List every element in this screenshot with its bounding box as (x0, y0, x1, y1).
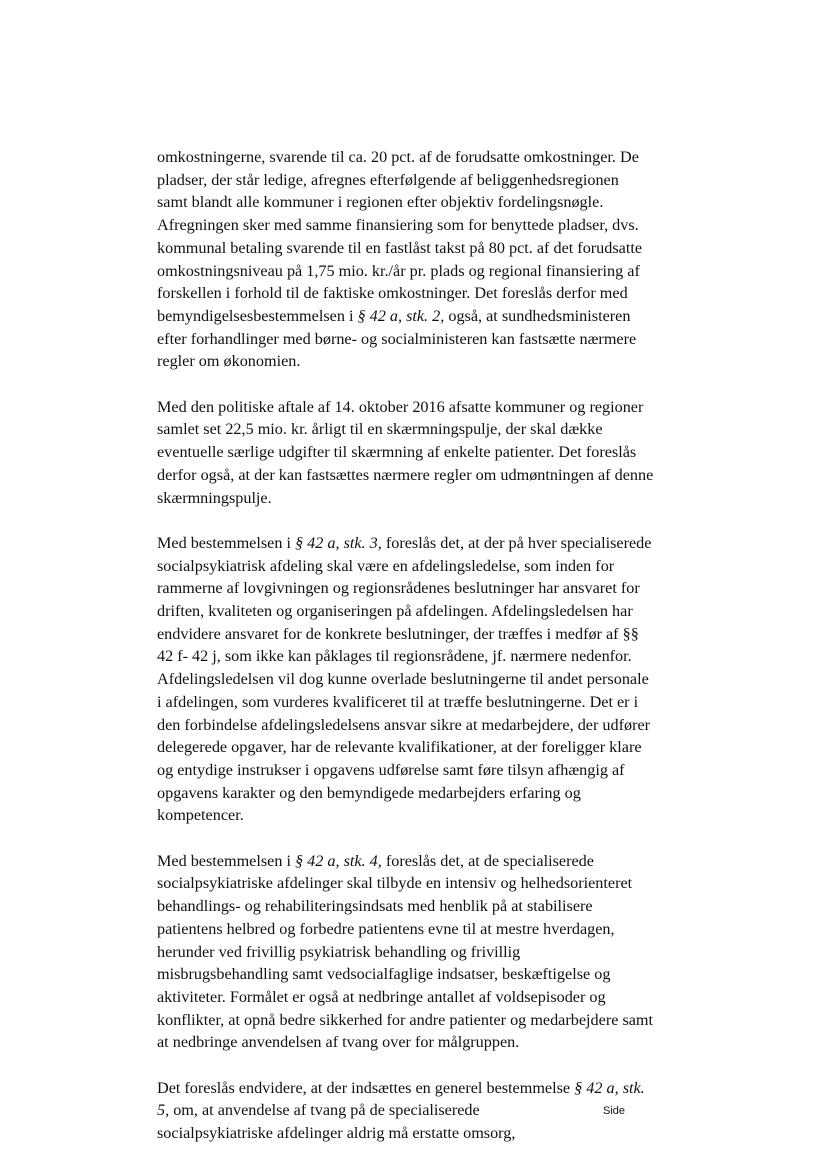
text-run: pladser, der står ledige, afregnes efterfølgende af beliggenhedsregionen (157, 170, 619, 189)
text-line (157, 1122, 677, 1145)
text-run: Med den politiske aftale af 14. oktober 2016 afsatte kommuner og regioner (157, 397, 644, 416)
text-line (157, 1009, 677, 1032)
text-line (157, 146, 677, 169)
text-line (157, 418, 677, 441)
text-line (157, 1099, 677, 1122)
text-line (157, 1031, 677, 1054)
text-run: om, at anvendelse af tvang på de specialiserede (169, 1101, 480, 1120)
text-run: regler om økonomien. (157, 352, 301, 371)
text-run: omkostningerne, svarende til ca. 20 pct. af de forudsatte omkostninger. De (157, 148, 639, 166)
text-run: 42 f- 42 j, som ikke kan påklages til regionsrådene, jf. nærmere nedenfor. (157, 647, 632, 666)
text-line (157, 214, 677, 237)
text-line (157, 532, 677, 555)
text-line (157, 577, 677, 600)
document-body (157, 146, 677, 1168)
text-run: aktiviteter. Formålet er også at nedbringe antallet af voldsepisoder og (157, 987, 606, 1006)
text-line (157, 328, 677, 351)
text-run: samt blandt alle kommuner i regionen efter objektiv fordelingsnøgle. (157, 193, 604, 212)
text-line (157, 464, 677, 487)
text-run: kommunal betaling svarende til en fastlåst takst på 80 pct. af det forudsatte (157, 238, 643, 257)
text-line (157, 963, 677, 986)
text-line (157, 895, 677, 918)
text-run: socialpsykiatrisk afdeling skal være en afdelingsledelse, som inden for (157, 556, 615, 575)
text-run: delegerede opgaver, har de relevante kvalifikationer, at der foreligger klare (157, 738, 642, 757)
text-run: omkostningsniveau på 1,75 mio. kr./år pr. plads og regional finansiering af (157, 261, 640, 280)
text-line (157, 872, 677, 895)
text-run: i afdelingen, som vurderes kvalificeret til at træffe beslutningerne. Det er i (157, 692, 639, 711)
text-line (157, 191, 677, 214)
section-reference: § 42 a, stk. 4, (295, 851, 382, 870)
text-line (157, 736, 677, 759)
text-line (157, 623, 677, 646)
text-line (157, 169, 677, 192)
text-run: Det foreslås endvidere, at der indsættes en generel bestemmelse (157, 1078, 575, 1097)
text-line (157, 396, 677, 419)
text-run: foreslås det, at der på hver specialiserede (381, 533, 652, 552)
text-run: socialpsykiatriske afdelinger skal tilbyde en intensiv og helhedsorienteret (157, 874, 633, 893)
text-run: samlet set 22,5 mio. kr. årligt til en skærmningspulje, der skal dække (157, 420, 603, 439)
text-run: eventuelle særlige udgifter til skærmning af enkelte patienter. Det foreslås (157, 443, 637, 462)
text-line (157, 759, 677, 782)
section-reference: § 42 a, stk. 2, (357, 306, 445, 325)
section-reference: 5, (157, 1101, 170, 1120)
text-line (157, 668, 677, 691)
text-line (157, 441, 677, 464)
text-line (157, 714, 677, 737)
text-line (157, 941, 677, 964)
text-run: og entydige instrukser i opgavens udførelse samt føre tilsyn afhængig af (157, 760, 625, 779)
text-line (157, 986, 677, 1009)
text-run: Afdelingsledelsen vil dog kunne overlade beslutningerne til andet personale (157, 670, 649, 689)
page-footer-label: Side (603, 1105, 626, 1117)
text-line (157, 305, 677, 328)
text-line (157, 804, 677, 827)
text-line (157, 260, 677, 283)
text-run: behandlings- og rehabiliteringsindsats med henblik på at stabilisere (157, 897, 593, 916)
text-run: endvidere ansvaret for de konkrete beslutninger, der træffes i medfør af §§ (157, 624, 639, 643)
text-line (157, 600, 677, 623)
paragraph (157, 396, 677, 510)
text-run: efter forhandlinger med børne- og socialministeren kan fastsætte nærmere (157, 329, 637, 348)
text-run: rammerne af lovgivningen og regionsrådenes beslutninger har ansvaret for (157, 579, 640, 598)
text-run: forskellen i forhold til de faktiske omkostninger. Det foreslås derfor med (157, 284, 628, 303)
text-run: konflikter, at opnå bedre sikkerhed for andre patienter og medarbejdere samt (157, 1010, 654, 1029)
text-run: Afregningen sker med samme finansiering som for benyttede pladser, dvs. (157, 216, 639, 235)
text-run: herunder ved frivillig psykiatrisk behandling og frivillig (157, 942, 521, 961)
text-run: misbrugsbehandling samt vedsocialfaglige indsatser, beskæftigelse og (157, 965, 611, 984)
text-line (157, 850, 677, 873)
paragraph (157, 1077, 677, 1145)
section-reference: § 42 a, stk. 3, (295, 533, 382, 552)
text-run: derfor også, at der kan fastsættes nærmere regler om udmøntningen af denne (157, 465, 654, 484)
paragraph (157, 532, 677, 827)
text-line (157, 555, 677, 578)
text-run: opgavens karakter og den bemyndigede medarbejders erfaring og (157, 783, 581, 802)
text-run: driften, kvaliteten og organiseringen på afdelingen. Afdelingsledelsen har (157, 602, 633, 621)
text-line (157, 350, 677, 373)
section-reference: § 42 a, stk. (574, 1078, 645, 1097)
text-line (157, 282, 677, 305)
paragraph (157, 850, 677, 1054)
text-run: foreslås det, at de specialiserede (381, 851, 594, 870)
text-run: bemyndigelsesbestemmelsen i (157, 306, 358, 325)
text-line (157, 691, 677, 714)
text-run: skærmningspulje. (157, 488, 272, 507)
text-line (157, 237, 677, 260)
text-run: socialpsykiatriske afdelinger aldrig må erstatte omsorg, (157, 1124, 516, 1143)
text-run: kompetencer. (157, 806, 244, 825)
text-run: patientens helbred og forbedre patientens evne til at mestre hverdagen, (157, 919, 615, 938)
text-run: at nedbringe anvendelsen af tvang over for målgruppen. (157, 1033, 520, 1052)
text-line (157, 918, 677, 941)
text-line (157, 645, 677, 668)
text-line (157, 1077, 677, 1100)
text-run: den forbindelse afdelingsledelsens ansvar sikre at medarbejdere, der udfører (157, 715, 651, 734)
text-line (157, 487, 677, 510)
paragraph (157, 146, 677, 373)
text-run: Med bestemmelsen i (157, 851, 296, 870)
text-run: også, at sundhedsministeren (444, 306, 631, 325)
text-line (157, 782, 677, 805)
text-run: Med bestemmelsen i (157, 533, 296, 552)
